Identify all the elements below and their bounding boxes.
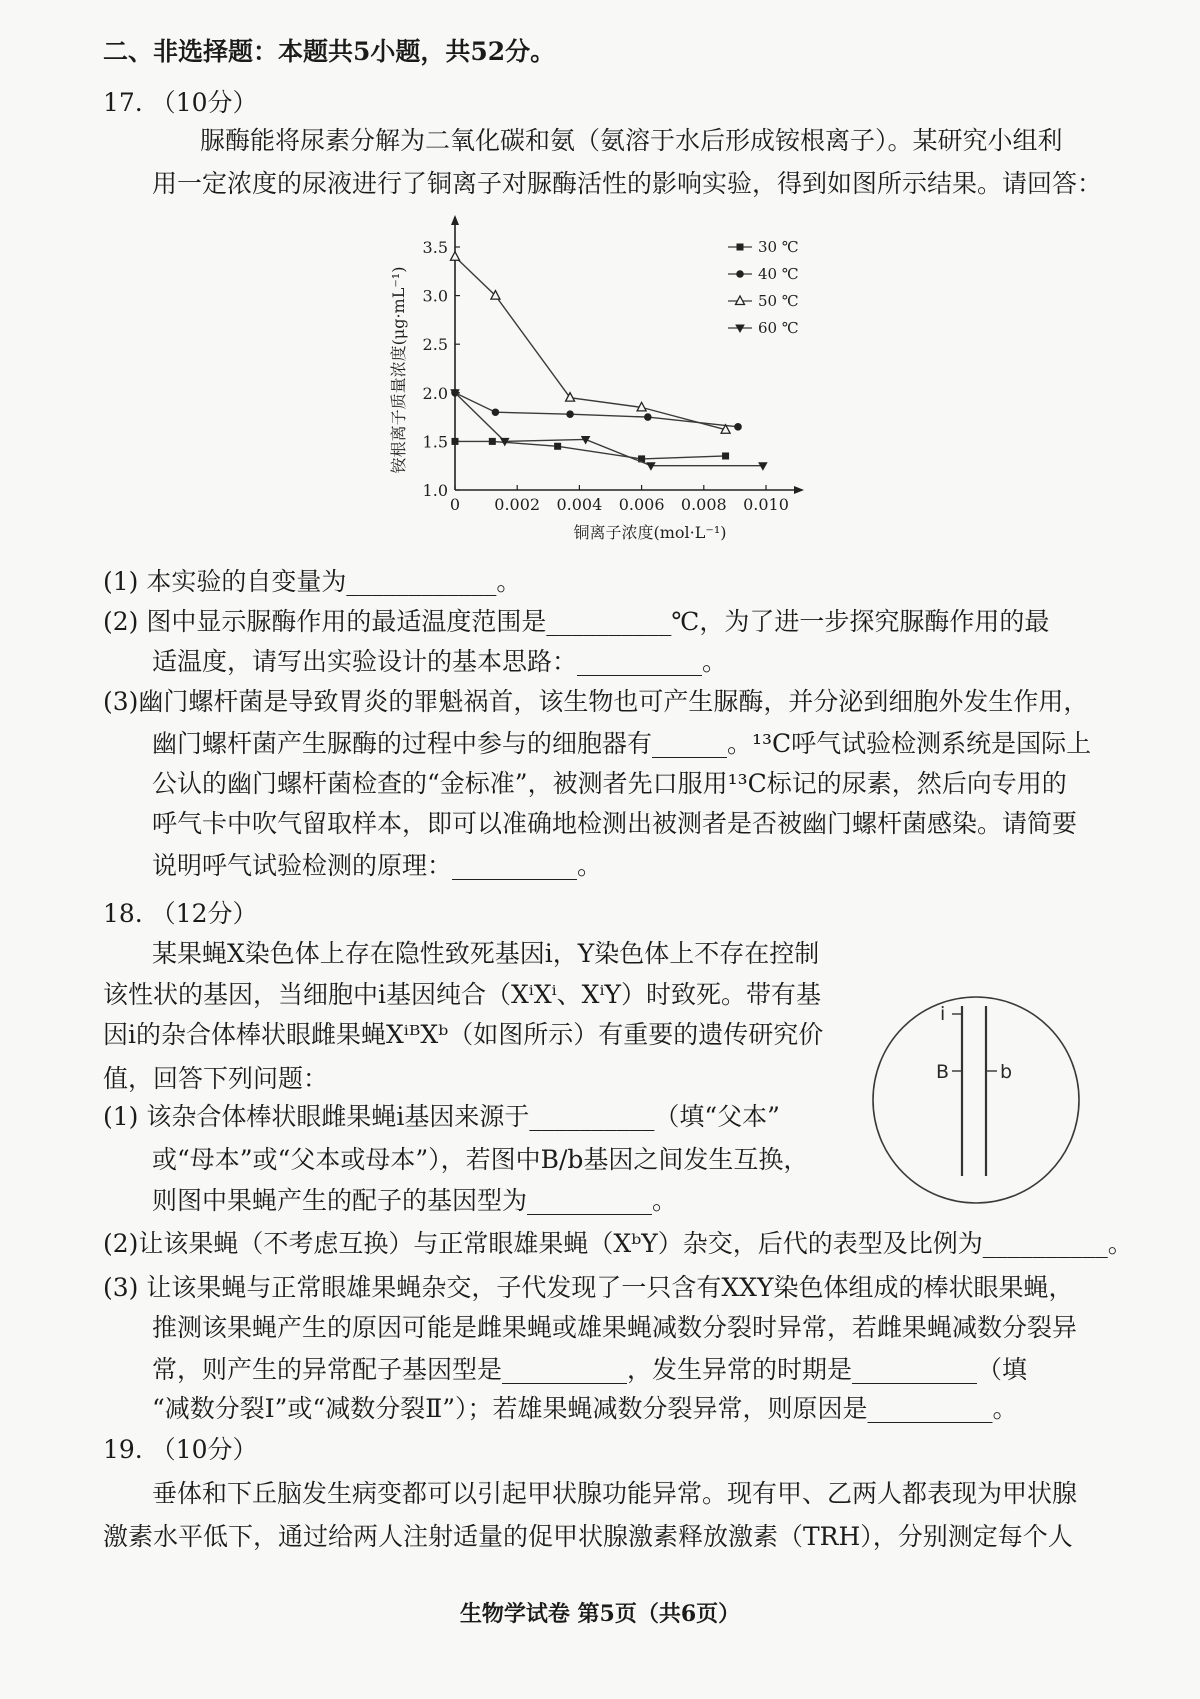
question-19-number: 19. （10分） xyxy=(103,1435,258,1464)
question-17-part-3-cont: 幽门螺杆菌产生脲酶的过程中参与的细胞器有______。¹³C呼气试验检测系统是国际上 xyxy=(152,729,1092,758)
question-17-part-2-cont: 适温度，请写出实验设计的基本思路：__________。 xyxy=(152,647,728,676)
question-17-number: 17. （10分） xyxy=(103,88,258,117)
legend-label-50c: 50 ℃ xyxy=(758,292,799,310)
question-17-part-3: (3)幽门螺杆菌是导致胃炎的罪魁祸首，该生物也可产生脲酶，并分泌到细胞外发生作用， xyxy=(103,687,1089,716)
legend-marker-50c xyxy=(736,296,745,305)
gene-label-B: B xyxy=(936,1061,950,1083)
legend-marker-40c xyxy=(736,270,744,278)
y-tick-label: 2.0 xyxy=(422,383,448,403)
question-18-part-2: (2)让该果蝇（不考虑互换）与正常眼雄果蝇（XᵇY）杂交，后代的表型及比例为__________。 xyxy=(103,1229,1133,1258)
x-tick-label: 0.008 xyxy=(680,495,727,514)
section-heading: 二、非选择题：本题共5小题，共52分。 xyxy=(103,37,556,66)
data-point-40c xyxy=(492,408,500,416)
question-18-part-3-cont: “减数分裂Ⅰ”或“减数分裂Ⅱ”）；若雄果蝇减数分裂异常，则原因是__________。 xyxy=(152,1394,1018,1423)
data-point-30c xyxy=(489,438,496,445)
data-point-60c xyxy=(758,462,768,471)
question-18-stem-line: 值，回答下列问题： xyxy=(103,1064,329,1093)
y-tick-label: 3.5 xyxy=(422,238,448,257)
y-tick-label: 1.0 xyxy=(422,481,448,500)
data-point-40c xyxy=(566,410,574,418)
y-tick-label: 2.5 xyxy=(422,335,448,355)
y-axis-arrow xyxy=(451,215,459,225)
data-point-50c xyxy=(451,252,460,261)
question-19-stem-line: 激素水平低下，通过给两人注射适量的促甲状腺激素释放激素（TRH），分别测定每个人 xyxy=(103,1522,1073,1551)
gene-label-b: b xyxy=(1000,1061,1013,1083)
legend-label-30c: 30 ℃ xyxy=(758,238,799,256)
data-point-40c xyxy=(734,423,742,431)
y-tick-label: 3.0 xyxy=(422,286,448,306)
question-18-stem-line: 该性状的基因，当细胞中i基因纯合（XⁱXⁱ、XⁱY）时致死。带有基 xyxy=(103,980,821,1009)
question-18-stem-line: 因i的杂合体棒状眼雌果蝇XⁱᴮXᵇ（如图所示）有重要的遗传研究价 xyxy=(103,1020,824,1049)
question-17-stem-line: 脲酶能将尿素分解为二氧化碳和氨（氨溶于水后形成铵根离子）。某研究小组利 xyxy=(200,126,1063,155)
x-tick-label: 0.010 xyxy=(743,495,789,514)
data-point-30c xyxy=(554,443,561,450)
data-point-40c xyxy=(644,413,652,421)
series-line-50c xyxy=(455,257,726,430)
x-tick-label: 0.006 xyxy=(618,495,665,514)
question-18-number: 18. （12分） xyxy=(103,899,258,928)
cell-outline xyxy=(873,997,1079,1203)
chromosome-diagram xyxy=(866,990,1086,1210)
legend-label-40c: 40 ℃ xyxy=(758,265,799,283)
question-18-part-1-cont: 或“母本”或“父本或母本”），若图中B/b基因之间发生互换， xyxy=(152,1145,809,1174)
question-18-part-3: (3) 让该果蝇与正常眼雄果蝇杂交，子代发现了一只含有XXY染色体组成的棒状眼果蝇， xyxy=(103,1273,1074,1302)
legend-marker-30c xyxy=(737,244,744,251)
question-17-stem-line: 用一定浓度的尿液进行了铜离子对脲酶活性的影响实验，得到如图所示结果。请回答： xyxy=(152,169,1103,198)
question-17-part-3-cont: 说明呼气试验检测的原理：__________。 xyxy=(152,851,603,880)
question-18-part-3-cont: 常，则产生的异常配子基因型是__________，发生异常的时期是__________（填 xyxy=(152,1355,1028,1384)
question-17-part-1: (1) 本实验的自变量为____________。 xyxy=(103,567,522,596)
y-axis-label: 铵根离子质量浓度(μg·mL⁻¹) xyxy=(389,266,408,474)
legend-label-60c: 60 ℃ xyxy=(758,319,799,337)
series-line-60c xyxy=(455,393,763,466)
question-17-part-2: (2) 图中显示脲酶作用的最适温度范围是__________℃，为了进一步探究脲酶作用的最 xyxy=(103,607,1050,636)
x-tick-label: 0 xyxy=(449,495,461,514)
y-tick-label: 1.5 xyxy=(422,432,448,452)
question-17-part-3-cont: 呼气卡中吹气留取样本，即可以准确地检测出被测者是否被幽门螺杆菌感染。请简要 xyxy=(152,809,1078,838)
page-footer: 生物学试卷 第5页（共6页） xyxy=(459,1601,741,1627)
data-point-30c xyxy=(722,452,729,459)
gene-label-i: i xyxy=(940,1003,946,1025)
x-axis-arrow xyxy=(794,486,804,494)
question-18-stem-line: 某果蝇X染色体上存在隐性致死基因i，Y染色体上不存在控制 xyxy=(152,939,820,968)
x-tick-label: 0.002 xyxy=(494,495,541,514)
x-axis-label: 铜离子浓度(mol·L⁻¹) xyxy=(573,523,727,542)
question-18-part-3-cont: 推测该果蝇产生的原因可能是雌果蝇或雄果蝇减数分裂时异常，若雌果蝇减数分裂异 xyxy=(152,1313,1078,1342)
data-point-30c xyxy=(452,438,459,445)
question-18-part-1: (1) 该杂合体棒状眼雌果蝇i基因来源于__________（填“父本” xyxy=(103,1102,780,1131)
question-19-stem-line: 垂体和下丘脑发生病变都可以引起甲状腺功能异常。现有甲、乙两人都表现为甲状腺 xyxy=(152,1479,1078,1508)
question-18-part-1-cont: 则图中果蝇产生的配子的基因型为__________。 xyxy=(152,1186,678,1215)
x-tick-label: 0.004 xyxy=(556,495,603,514)
urease-activity-line-chart xyxy=(370,200,830,550)
question-17-part-3-cont: 公认的幽门螺杆菌检查的“金标准”，被测者先口服用¹³C标记的尿素，然后向专用的 xyxy=(152,769,1067,798)
data-point-60c xyxy=(646,462,656,471)
legend-marker-60c xyxy=(735,325,745,334)
